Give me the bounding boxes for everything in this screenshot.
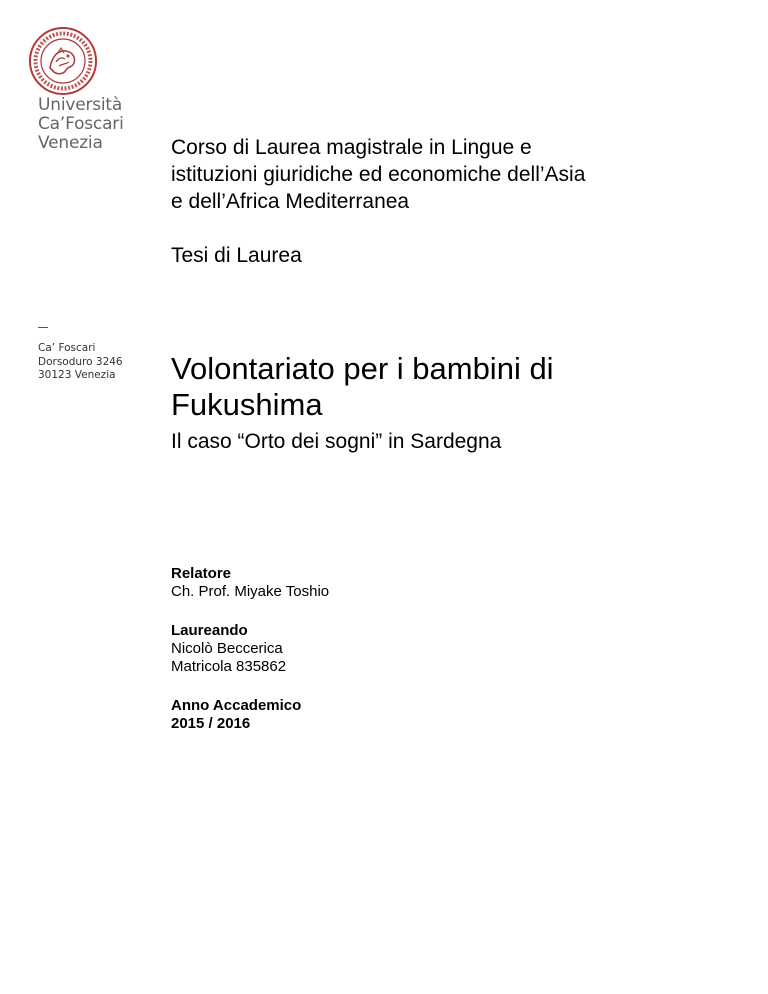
- laureando-matricola: Matricola 835862: [171, 658, 287, 675]
- thesis-subtitle: Il caso “Orto dei sogni” in Sardegna: [171, 430, 502, 453]
- anno-value: 2015 / 2016: [171, 715, 251, 732]
- laureando-name: Nicolò Beccerica: [171, 640, 283, 657]
- anno-block: [171, 697, 301, 733]
- thesis-type: Tesi di Laurea: [171, 244, 302, 267]
- university-seal-icon: [28, 26, 98, 96]
- course-line: e dell’Africa Mediterranea: [171, 190, 410, 213]
- anno-label: Anno Accademico: [171, 697, 302, 714]
- title-line: Fukushima: [171, 387, 323, 422]
- address-line: Dorsoduro 3246: [38, 355, 123, 368]
- laureando-label: Laureando: [171, 622, 248, 639]
- university-name-line: Ca’Foscari: [38, 114, 124, 134]
- course-line: Corso di Laurea magistrale in Lingue e: [171, 136, 532, 159]
- title-line: Volontariato per i bambini di: [171, 351, 554, 386]
- course-name: [171, 134, 711, 215]
- university-name-line: Venezia: [38, 133, 103, 153]
- address-line: Ca’ Foscari: [38, 342, 96, 354]
- address-line: 30123 Venezia: [38, 369, 116, 381]
- relatore-label: Relatore: [171, 565, 232, 582]
- relatore-block: [171, 565, 329, 601]
- relatore-name: Ch. Prof. Miyake Toshio: [171, 583, 330, 600]
- university-name-line: Università: [38, 95, 123, 115]
- university-address: [38, 342, 123, 383]
- divider-dash: [38, 327, 48, 328]
- course-line: istituzioni giuridiche ed economiche dell’Asia: [171, 163, 586, 186]
- laureando-block: [171, 622, 286, 676]
- thesis-title: [171, 351, 691, 423]
- university-name: [38, 96, 124, 153]
